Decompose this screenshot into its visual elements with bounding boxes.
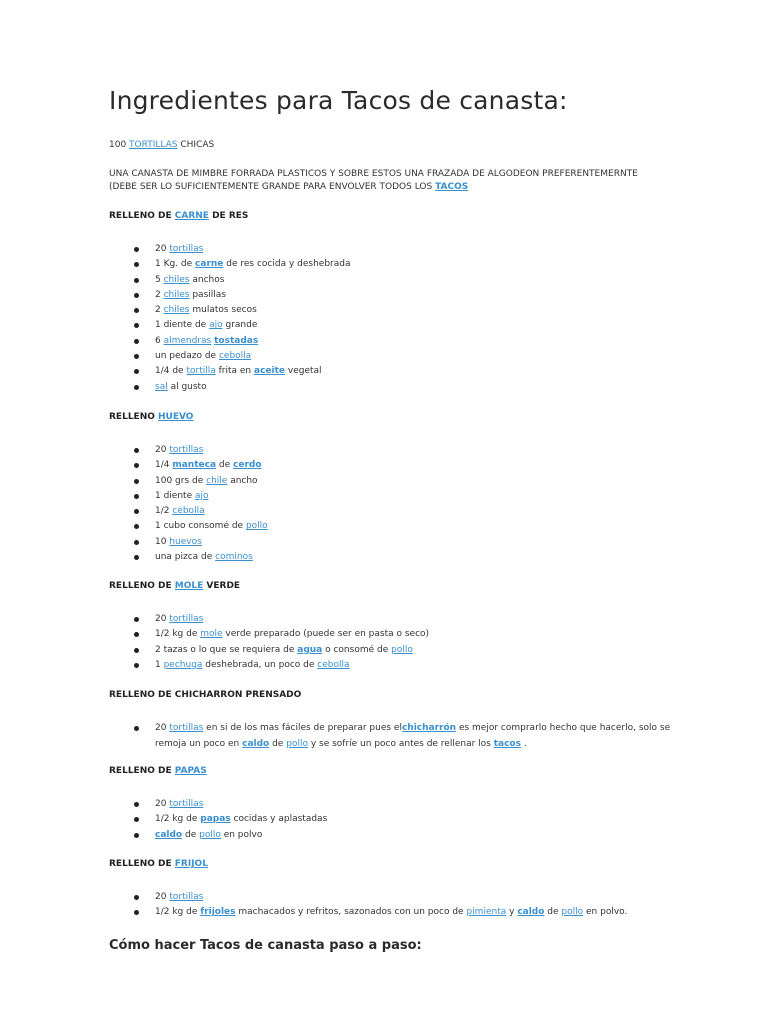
steps-heading: Cómo hacer Tacos de canasta paso a paso:	[109, 938, 422, 953]
ingredient-link[interactable]: almendras	[163, 335, 212, 346]
ingredient-list-chicharron	[109, 721, 675, 752]
list-item: 20 tortillas	[109, 890, 627, 905]
list-item: 20 tortillas	[109, 797, 327, 812]
ingredient-link[interactable]: aceite	[254, 366, 286, 377]
intro-line: 100 TORTILLAS CHICAS	[109, 140, 215, 150]
ingredient-link[interactable]: chiles	[163, 274, 190, 285]
ingredient-link[interactable]: CARNE	[174, 211, 209, 221]
ingredient-list-huevo	[109, 443, 268, 565]
ingredient-link[interactable]: cerdo	[233, 460, 262, 471]
list-item: 1/2 kg de papas cocidas y aplastadas	[109, 812, 327, 827]
section-heading-chicharron: RELLENO DE CHICHARRON PRENSADO	[109, 690, 302, 700]
ingredient-link[interactable]: TORTILLAS	[129, 140, 178, 150]
list-item: 1/2 kg de frijoles machacados y refritos, sazonados con un poco de pimienta y caldo de pollo en polvo.	[109, 905, 627, 920]
ingredient-link[interactable]: caldo	[242, 738, 270, 749]
ingredient-link[interactable]: tortillas	[169, 445, 204, 455]
ingredient-link[interactable]: pollo	[286, 738, 308, 749]
ingredient-link[interactable]: pimienta	[466, 907, 507, 918]
ingredient-link[interactable]: chile	[206, 475, 228, 486]
list-item: 6 almendras tostadas	[109, 334, 350, 349]
ingredient-link[interactable]: ajo	[209, 320, 223, 331]
ingredient-link[interactable]: tortilla	[186, 366, 216, 377]
list-item: 1 diente ajo	[109, 489, 268, 504]
list-item: 1 Kg. de carne de res cocida y deshebrada	[109, 257, 350, 272]
ingredient-link[interactable]: cominos	[215, 552, 253, 563]
ingredient-link[interactable]: mole	[200, 629, 223, 640]
ingredient-link[interactable]: frijoles	[200, 907, 236, 918]
list-item: 1/4 de tortilla frita en aceite vegetal	[109, 364, 350, 379]
ingredient-link[interactable]: cebolla	[218, 351, 252, 362]
ingredient-link[interactable]: papas	[200, 814, 231, 825]
section-heading-huevo: RELLENO HUEVO	[109, 412, 194, 422]
list-item: 20 tortillas en si de los mas fáciles de preparar pues elchicharrón es mejor comprarlo hecho que hacerlo, solo se remoja un poco en caldo de pollo y se sofríe un poco antes de rellenar los tacos .	[109, 721, 675, 752]
section-heading-mole: RELLENO DE MOLE VERDE	[109, 581, 241, 591]
ingredient-list-frijol	[109, 890, 627, 921]
page-title: Ingredientes para Tacos de canasta:	[109, 86, 568, 115]
ingredient-link[interactable]: tortillas	[169, 892, 204, 902]
ingredient-link[interactable]: cebolla	[317, 659, 350, 670]
list-item: 1/4 manteca de cerdo	[109, 458, 268, 473]
list-item: 20 tortillas	[109, 612, 429, 627]
section-heading-carne: RELLENO DE CARNE DE RES	[109, 211, 249, 221]
ingredient-list-papas	[109, 797, 327, 843]
ingredient-link[interactable]: caldo	[155, 829, 183, 840]
ingredient-link[interactable]: tortillas	[169, 244, 204, 254]
ingredient-link[interactable]: chicharrón	[401, 723, 457, 733]
ingredient-link[interactable]: tortillas	[169, 723, 204, 733]
ingredient-list-mole	[109, 612, 429, 673]
ingredient-link[interactable]: chiles	[163, 289, 190, 300]
list-item: caldo de pollo en polvo	[109, 828, 327, 843]
list-item: 1/2 cebolla	[109, 504, 268, 519]
ingredient-link[interactable]: caldo	[517, 907, 545, 918]
ingredient-link[interactable]: huevos	[169, 536, 202, 547]
ingredient-link[interactable]: ajo	[194, 490, 209, 501]
ingredient-link[interactable]: tortillas	[169, 614, 204, 624]
list-item: 10 huevos	[109, 535, 268, 550]
list-item: 1 pechuga deshebrada, un poco de cebolla	[109, 658, 429, 673]
ingredient-link[interactable]: pollo	[245, 521, 268, 532]
section-heading-papas: RELLENO DE PAPAS	[109, 766, 207, 776]
list-item: 5 chiles anchos	[109, 273, 350, 288]
ingredient-link[interactable]: pechuga	[163, 659, 203, 670]
ingredient-link[interactable]: PAPAS	[174, 766, 207, 776]
ingredient-link[interactable]: agua	[297, 644, 323, 655]
basket-line-2: (DEBE SER LO SUFICIENTEMENTE GRANDE PARA ENVOLVER TODOS LOS TACOS	[109, 182, 469, 192]
ingredient-link[interactable]: cebolla	[172, 506, 205, 517]
list-item: 2 tazas o lo que se requiera de agua o consomé de pollo	[109, 643, 429, 658]
ingredient-link[interactable]: pollo	[199, 829, 221, 840]
ingredient-link[interactable]: pollo	[561, 907, 584, 918]
ingredient-link[interactable]: sal	[155, 381, 168, 392]
list-item: 1/2 kg de mole verde preparado (puede ser en pasta o seco)	[109, 627, 429, 642]
list-item: 100 grs de chile ancho	[109, 474, 268, 489]
list-item: 2 chiles mulatos secos	[109, 303, 350, 318]
ingredient-list-carne	[109, 242, 350, 395]
ingredient-link[interactable]: FRIJOL	[174, 859, 208, 869]
section-heading-frijol: RELLENO DE FRIJOL	[109, 859, 208, 869]
list-item: 20 tortillas	[109, 443, 268, 458]
basket-line-1: UNA CANASTA DE MIMBRE FORRADA PLASTICOS Y SOBRE ESTOS UNA FRAZADA DE ALGODEON PREFERENTEMERNTE	[109, 169, 638, 179]
list-item: un pedazo de cebolla	[109, 349, 350, 364]
ingredient-link[interactable]: carne	[195, 259, 224, 270]
ingredient-link[interactable]: TACOS	[435, 182, 469, 192]
ingredient-link[interactable]: pollo	[391, 644, 413, 655]
list-item: una pizca de cominos	[109, 550, 268, 565]
list-item: 20 tortillas	[109, 242, 350, 257]
list-item: 1 cubo consomé de pollo	[109, 519, 268, 534]
ingredient-link[interactable]: manteca	[172, 460, 217, 471]
ingredient-link[interactable]: tostadas	[214, 335, 259, 346]
ingredient-link[interactable]: HUEVO	[158, 412, 194, 422]
ingredient-link[interactable]: MOLE	[174, 581, 204, 591]
ingredient-link[interactable]: tortillas	[169, 799, 204, 809]
list-item: 1 diente de ajo grande	[109, 318, 350, 333]
list-item: sal al gusto	[109, 380, 350, 395]
ingredient-link[interactable]: chiles	[163, 305, 190, 316]
list-item: 2 chiles pasillas	[109, 288, 350, 303]
ingredient-link[interactable]: tacos	[493, 738, 521, 749]
